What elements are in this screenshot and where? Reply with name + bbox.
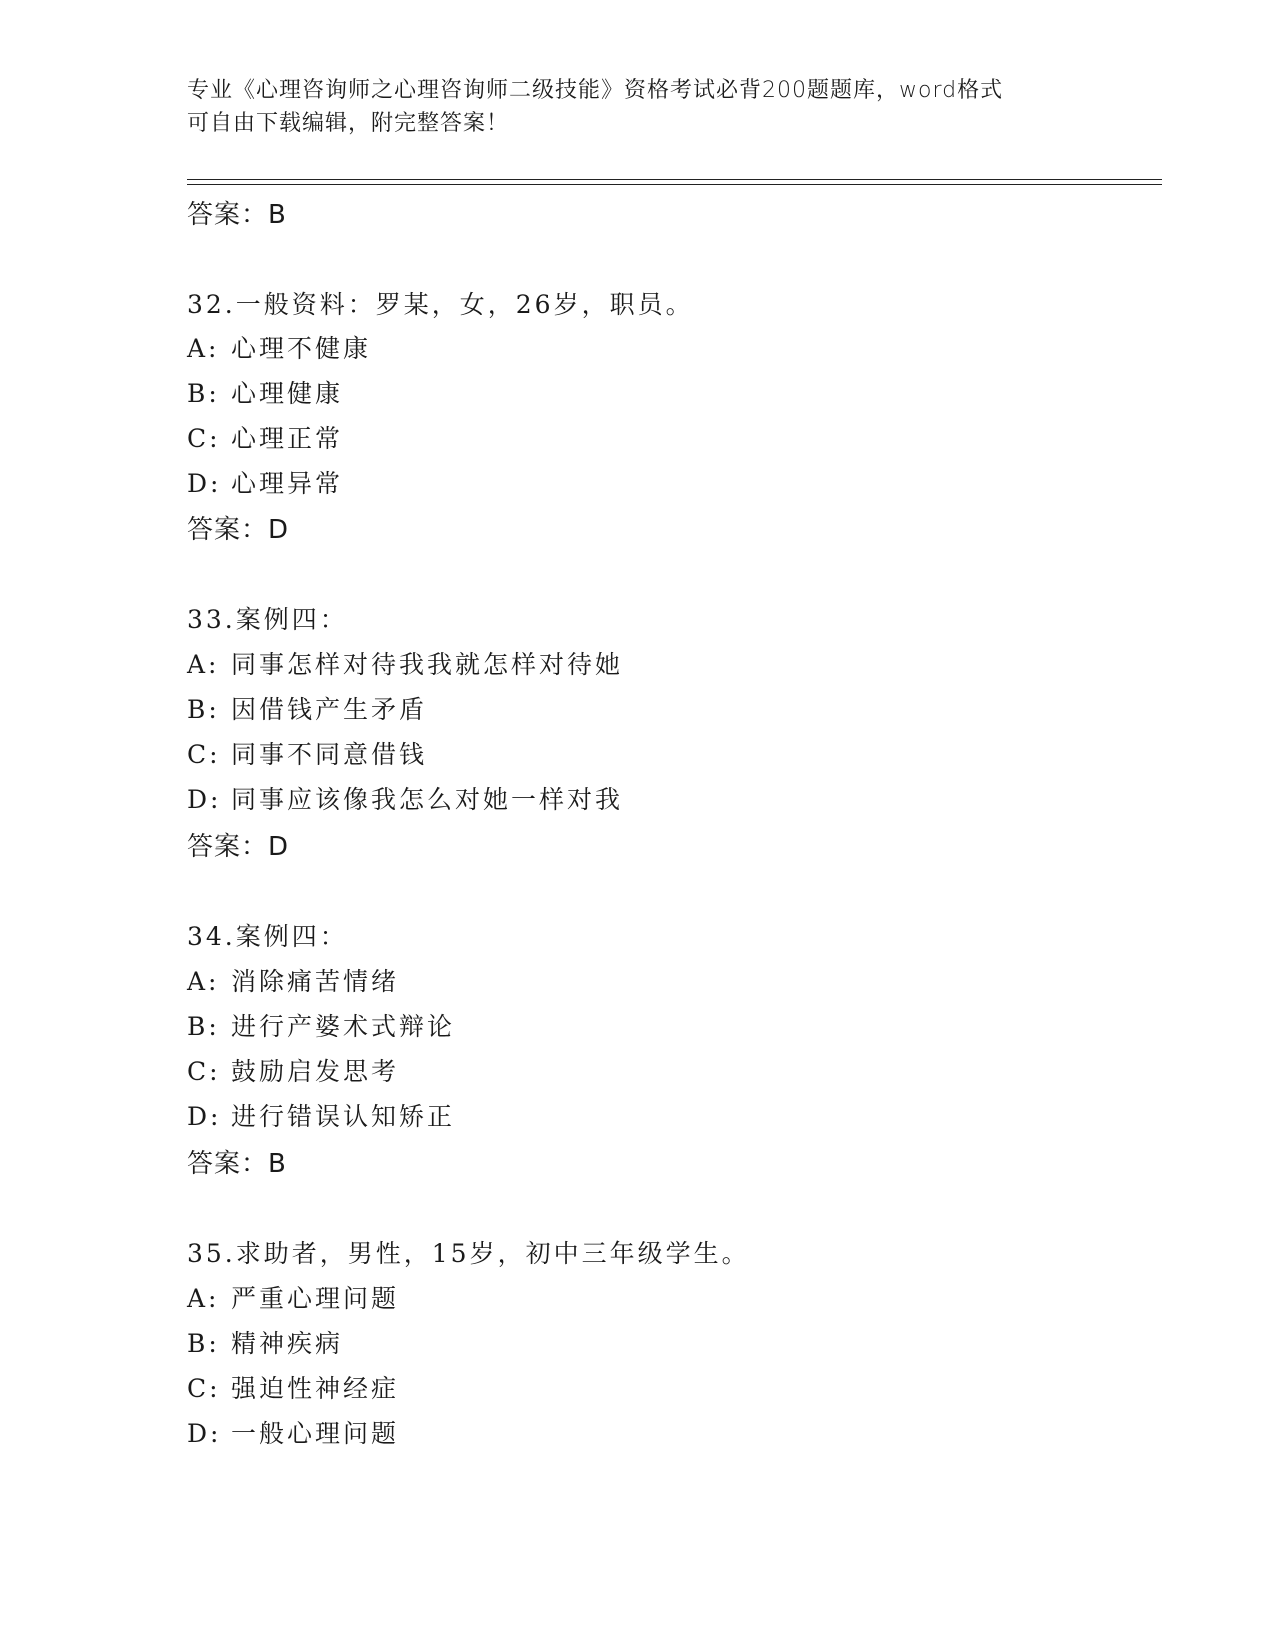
option-a <box>187 329 371 365</box>
option-label: B: <box>187 1329 220 1358</box>
option-label: A: <box>187 334 220 363</box>
option-text: 一般心理问题 <box>231 1419 400 1448</box>
option-label: D: <box>187 1102 222 1131</box>
option-text: 严重心理问题 <box>231 1284 400 1313</box>
option-text: 心理不健康 <box>231 334 372 363</box>
option-text: 心理正常 <box>231 424 344 453</box>
option-label: A: <box>187 650 220 679</box>
option-label: A: <box>187 1284 220 1313</box>
option-label: C: <box>187 1374 221 1403</box>
option-d <box>187 780 623 816</box>
option-d <box>187 1414 399 1450</box>
question-stem: 35.求助者，男性，15岁，初中三年级学生。 <box>187 1239 750 1268</box>
option-d <box>187 464 343 500</box>
option-text: 进行错误认知矫正 <box>231 1102 456 1131</box>
option-label: B: <box>187 695 220 724</box>
option-label: D: <box>187 785 222 814</box>
option-b <box>187 690 427 726</box>
option-label: D: <box>187 1419 222 1448</box>
header-line-1: 专业《心理咨询师之心理咨询师二级技能》资格考试必背200题题库，word格式 <box>187 78 1004 103</box>
option-a <box>187 645 623 681</box>
header-line-2: 可自由下载编辑，附完整答案！ <box>187 111 510 136</box>
question-stem: 34.案例四： <box>187 922 348 951</box>
option-text: 心理健康 <box>231 379 344 408</box>
option-text: 心理异常 <box>231 469 344 498</box>
question-stem: 33.案例四： <box>187 605 348 634</box>
option-text: 鼓励启发思考 <box>231 1057 400 1086</box>
option-text: 同事应该像我怎么对她一样对我 <box>231 785 624 814</box>
header-divider <box>187 179 1162 185</box>
option-label: C: <box>187 740 221 769</box>
option-text: 消除痛苦情绪 <box>231 967 400 996</box>
option-text: 同事怎样对待我我就怎样对待她 <box>231 650 624 679</box>
answer: 答案：B <box>187 1149 287 1179</box>
option-c <box>187 735 427 771</box>
option-c <box>187 1052 399 1088</box>
option-label: C: <box>187 1057 221 1086</box>
answer: 答案：D <box>187 515 290 545</box>
option-b <box>187 374 343 410</box>
option-label: A: <box>187 967 220 996</box>
option-text: 同事不同意借钱 <box>231 740 428 769</box>
option-b <box>187 1007 455 1043</box>
option-text: 因借钱产生矛盾 <box>231 695 428 724</box>
option-text: 进行产婆术式辩论 <box>231 1012 456 1041</box>
option-label: B: <box>187 1012 220 1041</box>
answer: 答案：D <box>187 832 290 862</box>
option-c <box>187 1369 399 1405</box>
option-a <box>187 1279 399 1315</box>
question-stem: 32.一般资料：罗某，女，26岁，职员。 <box>187 290 694 319</box>
option-label: B: <box>187 379 220 408</box>
option-label: D: <box>187 469 222 498</box>
option-text: 强迫性神经症 <box>231 1374 400 1403</box>
option-label: C: <box>187 424 221 453</box>
document-header <box>187 74 1067 140</box>
option-b <box>187 1324 343 1360</box>
option-d <box>187 1097 455 1133</box>
option-c <box>187 419 343 455</box>
document-page <box>187 0 1162 1650</box>
option-text: 精神疾病 <box>231 1329 344 1358</box>
option-a <box>187 962 399 998</box>
previous-answer: 答案：B <box>187 200 287 230</box>
